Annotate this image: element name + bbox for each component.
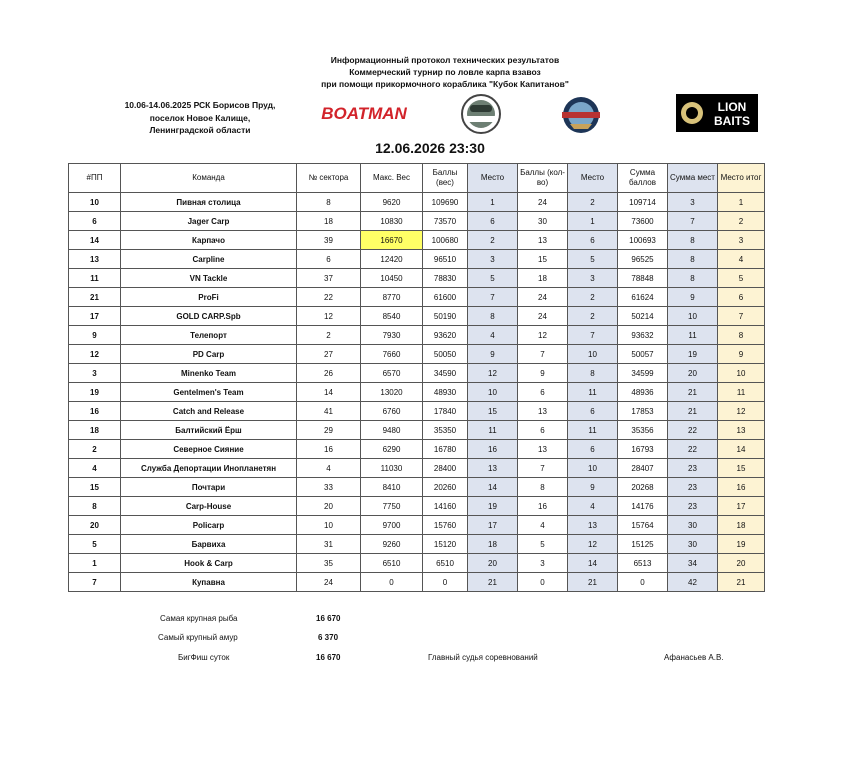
col-index-cell: 8 — [69, 497, 121, 516]
col-team-cell: Пивная столица — [121, 193, 297, 212]
col-place-count-cell: 21 — [568, 573, 618, 592]
col-places-sum-cell: 34 — [668, 554, 718, 573]
col-points-sum-cell: 34599 — [618, 364, 668, 383]
col-index-cell: 5 — [69, 535, 121, 554]
table-row — [69, 535, 765, 554]
chief-judge-name: Афанасьев А.В. — [664, 653, 724, 662]
col-final-place-cell: 7 — [718, 307, 765, 326]
col-place-count-cell: 6 — [568, 402, 618, 421]
col-points-count-cell: 16 — [518, 497, 568, 516]
col-index-cell: 16 — [69, 402, 121, 421]
col-max-weight-cell: 8770 — [361, 288, 423, 307]
table-row — [69, 459, 765, 478]
col-places-sum-cell: 10 — [668, 307, 718, 326]
col-points-weight-cell: 15120 — [423, 535, 468, 554]
col-team-cell: Jager Carp — [121, 212, 297, 231]
col-final-place-cell: 13 — [718, 421, 765, 440]
col-final-place-cell: 4 — [718, 250, 765, 269]
col-final-place-cell: 11 — [718, 383, 765, 402]
col-points-sum-cell: 48936 — [618, 383, 668, 402]
protocol-datetime: 12.06.2026 23:30 — [375, 140, 485, 156]
col-sector-cell: 39 — [297, 231, 361, 250]
col-final-place-cell: 8 — [718, 326, 765, 345]
col-points-count-cell: 6 — [518, 383, 568, 402]
col-place-count-cell: 12 — [568, 535, 618, 554]
col-place-weight-cell: 17 — [468, 516, 518, 535]
col-places-sum-cell: 21 — [668, 383, 718, 402]
col-points-sum-cell: 78848 — [618, 269, 668, 288]
col-points-weight-header: Баллы (вес) — [423, 164, 468, 193]
col-team-cell: Minenko Team — [121, 364, 297, 383]
col-places-sum-cell: 22 — [668, 440, 718, 459]
col-team-cell: Policarp — [121, 516, 297, 535]
col-places-sum-cell: 7 — [668, 212, 718, 231]
col-place-count-cell: 6 — [568, 440, 618, 459]
col-points-sum-cell: 35356 — [618, 421, 668, 440]
col-max-weight-cell: 7660 — [361, 345, 423, 364]
col-points-count-cell: 18 — [518, 269, 568, 288]
col-index-cell: 4 — [69, 459, 121, 478]
col-max-weight-cell: 16670 — [361, 231, 423, 250]
col-place-count-cell: 11 — [568, 383, 618, 402]
col-points-sum-cell: 14176 — [618, 497, 668, 516]
col-points-weight-cell: 93620 — [423, 326, 468, 345]
col-points-weight-cell: 20260 — [423, 478, 468, 497]
col-team-cell: Купавна — [121, 573, 297, 592]
col-place-weight-cell: 18 — [468, 535, 518, 554]
lion-logo-text: LION — [717, 100, 747, 114]
col-final-place-cell: 14 — [718, 440, 765, 459]
col-final-place-cell: 17 — [718, 497, 765, 516]
biggest-fish-label: Самая крупная рыба — [160, 614, 238, 623]
col-places-sum-cell: 30 — [668, 516, 718, 535]
col-places-sum-cell: 22 — [668, 421, 718, 440]
col-sector-cell: 4 — [297, 459, 361, 478]
col-place-count-cell: 7 — [568, 326, 618, 345]
col-points-sum-cell: 15764 — [618, 516, 668, 535]
col-index-cell: 13 — [69, 250, 121, 269]
col-place-count-header: Место — [568, 164, 618, 193]
col-points-count-cell: 0 — [518, 573, 568, 592]
col-places-sum-cell: 23 — [668, 497, 718, 516]
col-max-weight-cell: 9620 — [361, 193, 423, 212]
col-places-sum-cell: 42 — [668, 573, 718, 592]
col-index-cell: 7 — [69, 573, 121, 592]
col-points-count-cell: 6 — [518, 421, 568, 440]
col-points-weight-cell: 73570 — [423, 212, 468, 231]
col-team-header: Команда — [121, 164, 297, 193]
table-row — [69, 326, 765, 345]
col-points-count-cell: 3 — [518, 554, 568, 573]
col-points-sum-cell: 109714 — [618, 193, 668, 212]
biggest-amur-value: 6 370 — [318, 633, 339, 642]
col-max-weight-cell: 7930 — [361, 326, 423, 345]
col-final-place-cell: 19 — [718, 535, 765, 554]
col-points-weight-cell: 16780 — [423, 440, 468, 459]
col-points-sum-cell: 100693 — [618, 231, 668, 250]
col-place-weight-cell: 6 — [468, 212, 518, 231]
col-final-place-header: Место итог — [718, 164, 765, 193]
col-sector-header: № сектора — [297, 164, 361, 193]
col-points-weight-cell: 96510 — [423, 250, 468, 269]
col-max-weight-cell: 8540 — [361, 307, 423, 326]
boatman-logo-text: BOATMAN — [321, 104, 407, 123]
col-index-cell: 20 — [69, 516, 121, 535]
col-index-cell: 14 — [69, 231, 121, 250]
col-points-sum-header: Сумма баллов — [618, 164, 668, 193]
col-place-count-cell: 13 — [568, 516, 618, 535]
col-points-weight-cell: 50190 — [423, 307, 468, 326]
col-points-count-cell: 12 — [518, 326, 568, 345]
col-place-count-cell: 10 — [568, 345, 618, 364]
table-row — [69, 288, 765, 307]
col-index-cell: 2 — [69, 440, 121, 459]
col-points-count-header: Баллы (кол-во) — [518, 164, 568, 193]
col-sector-cell: 22 — [297, 288, 361, 307]
col-max-weight-cell: 12420 — [361, 250, 423, 269]
col-max-weight-cell: 9260 — [361, 535, 423, 554]
col-points-count-cell: 7 — [518, 345, 568, 364]
col-final-place-cell: 2 — [718, 212, 765, 231]
col-index-header: #ПП — [69, 164, 121, 193]
col-points-sum-cell: 50057 — [618, 345, 668, 364]
col-points-count-cell: 8 — [518, 478, 568, 497]
col-final-place-cell: 6 — [718, 288, 765, 307]
col-final-place-cell: 15 — [718, 459, 765, 478]
col-place-count-cell: 1 — [568, 212, 618, 231]
col-sector-cell: 10 — [297, 516, 361, 535]
col-points-sum-cell: 6513 — [618, 554, 668, 573]
lion-baits-logo — [676, 94, 758, 132]
col-final-place-cell: 21 — [718, 573, 765, 592]
col-team-cell: Почтари — [121, 478, 297, 497]
col-sector-cell: 16 — [297, 440, 361, 459]
col-sector-cell: 12 — [297, 307, 361, 326]
location-line-2: поселок Новое Калище, — [149, 112, 251, 123]
col-index-cell: 9 — [69, 326, 121, 345]
col-index-cell: 1 — [69, 554, 121, 573]
col-final-place-cell: 1 — [718, 193, 765, 212]
col-team-cell: Catch and Release — [121, 402, 297, 421]
col-points-weight-cell: 35350 — [423, 421, 468, 440]
col-team-cell: Carpline — [121, 250, 297, 269]
col-sector-cell: 14 — [297, 383, 361, 402]
col-team-cell: Балтийский Ёрш — [121, 421, 297, 440]
table-body — [69, 193, 765, 592]
header-line-2: Коммерческий турнир по ловле карпа взавоз — [349, 67, 541, 77]
table-row — [69, 345, 765, 364]
col-points-sum-cell: 16793 — [618, 440, 668, 459]
col-place-count-cell: 14 — [568, 554, 618, 573]
col-places-sum-cell: 8 — [668, 231, 718, 250]
col-index-cell: 10 — [69, 193, 121, 212]
col-index-cell: 18 — [69, 421, 121, 440]
col-points-sum-cell: 15125 — [618, 535, 668, 554]
col-points-sum-cell: 96525 — [618, 250, 668, 269]
col-max-weight-cell: 6510 — [361, 554, 423, 573]
col-points-sum-cell: 61624 — [618, 288, 668, 307]
col-final-place-cell: 3 — [718, 231, 765, 250]
col-place-weight-cell: 19 — [468, 497, 518, 516]
table-row — [69, 212, 765, 231]
col-max-weight-cell: 9700 — [361, 516, 423, 535]
col-sector-cell: 18 — [297, 212, 361, 231]
col-max-weight-cell: 7750 — [361, 497, 423, 516]
col-place-weight-cell: 15 — [468, 402, 518, 421]
col-max-weight-cell: 11030 — [361, 459, 423, 478]
col-place-count-cell: 2 — [568, 307, 618, 326]
bigfish-day-value: 16 670 — [316, 653, 341, 662]
col-final-place-cell: 9 — [718, 345, 765, 364]
col-place-count-cell: 9 — [568, 478, 618, 497]
col-place-weight-cell: 14 — [468, 478, 518, 497]
bigfish-day-label: БигФиш суток — [178, 653, 230, 662]
col-team-cell: ProFi — [121, 288, 297, 307]
col-team-cell: Барвиха — [121, 535, 297, 554]
col-place-weight-cell: 16 — [468, 440, 518, 459]
protocol-header — [260, 54, 630, 90]
biggest-fish-value: 16 670 — [316, 614, 341, 623]
col-sector-cell: 37 — [297, 269, 361, 288]
col-place-weight-cell: 5 — [468, 269, 518, 288]
col-points-count-cell: 5 — [518, 535, 568, 554]
col-place-weight-cell: 9 — [468, 345, 518, 364]
col-points-weight-cell: 100680 — [423, 231, 468, 250]
table-row — [69, 554, 765, 573]
col-points-weight-cell: 17840 — [423, 402, 468, 421]
col-place-weight-cell: 4 — [468, 326, 518, 345]
col-max-weight-cell: 10450 — [361, 269, 423, 288]
table-row — [69, 193, 765, 212]
col-points-count-cell: 24 — [518, 288, 568, 307]
col-max-weight-cell: 13020 — [361, 383, 423, 402]
col-points-count-cell: 24 — [518, 307, 568, 326]
col-sector-cell: 2 — [297, 326, 361, 345]
col-places-sum-cell: 8 — [668, 250, 718, 269]
col-index-cell: 17 — [69, 307, 121, 326]
col-places-sum-cell: 11 — [668, 326, 718, 345]
col-places-sum-cell: 23 — [668, 459, 718, 478]
col-max-weight-cell: 10830 — [361, 212, 423, 231]
table-row — [69, 402, 765, 421]
col-points-count-cell: 24 — [518, 193, 568, 212]
col-index-cell: 3 — [69, 364, 121, 383]
col-sector-cell: 20 — [297, 497, 361, 516]
col-team-cell: PD Carp — [121, 345, 297, 364]
col-points-weight-cell: 61600 — [423, 288, 468, 307]
location-line-1: 10.06-14.06.2025 РСК Борисов Пруд, — [124, 100, 276, 110]
col-points-weight-cell: 28400 — [423, 459, 468, 478]
col-max-weight-cell: 9480 — [361, 421, 423, 440]
col-final-place-cell: 16 — [718, 478, 765, 497]
col-places-sum-cell: 9 — [668, 288, 718, 307]
col-points-sum-cell: 17853 — [618, 402, 668, 421]
table-header-row — [69, 164, 765, 193]
col-points-sum-cell: 73600 — [618, 212, 668, 231]
col-final-place-cell: 20 — [718, 554, 765, 573]
col-team-cell: Carp-House — [121, 497, 297, 516]
col-points-weight-cell: 34590 — [423, 364, 468, 383]
col-place-weight-cell: 20 — [468, 554, 518, 573]
col-points-count-cell: 13 — [518, 440, 568, 459]
col-sector-cell: 24 — [297, 573, 361, 592]
col-points-weight-cell: 109690 — [423, 193, 468, 212]
col-place-count-cell: 11 — [568, 421, 618, 440]
location-block — [95, 99, 305, 137]
col-place-count-cell: 10 — [568, 459, 618, 478]
col-team-cell: Служба Депортации Инопланетян — [121, 459, 297, 478]
col-points-count-cell: 7 — [518, 459, 568, 478]
col-final-place-cell: 5 — [718, 269, 765, 288]
col-index-cell: 12 — [69, 345, 121, 364]
col-sector-cell: 27 — [297, 345, 361, 364]
table-row — [69, 364, 765, 383]
table-row — [69, 250, 765, 269]
col-points-sum-cell: 28407 — [618, 459, 668, 478]
table-row — [69, 516, 765, 535]
col-points-weight-cell: 78830 — [423, 269, 468, 288]
col-points-sum-cell: 50214 — [618, 307, 668, 326]
col-points-weight-cell: 15760 — [423, 516, 468, 535]
col-places-sum-header: Сумма мест — [668, 164, 718, 193]
col-team-cell: Телепорт — [121, 326, 297, 345]
col-team-cell: Hook & Carp — [121, 554, 297, 573]
col-sector-cell: 29 — [297, 421, 361, 440]
col-points-count-cell: 13 — [518, 402, 568, 421]
col-max-weight-cell: 8410 — [361, 478, 423, 497]
col-place-weight-cell: 8 — [468, 307, 518, 326]
col-place-weight-cell: 2 — [468, 231, 518, 250]
col-place-weight-cell: 21 — [468, 573, 518, 592]
col-index-cell: 6 — [69, 212, 121, 231]
col-places-sum-cell: 30 — [668, 535, 718, 554]
col-places-sum-cell: 19 — [668, 345, 718, 364]
col-index-cell: 15 — [69, 478, 121, 497]
captains-cup-logo — [556, 94, 606, 136]
col-place-count-cell: 4 — [568, 497, 618, 516]
col-max-weight-header: Макс. Вес — [361, 164, 423, 193]
col-place-weight-cell: 7 — [468, 288, 518, 307]
chief-judge-label: Главный судья соревнований — [428, 653, 538, 662]
header-line-3: при помощи прикормочного кораблика "Кубок Капитанов" — [321, 79, 569, 89]
col-team-cell: GOLD CARP.Spb — [121, 307, 297, 326]
col-points-count-cell: 30 — [518, 212, 568, 231]
col-points-count-cell: 15 — [518, 250, 568, 269]
table-row — [69, 383, 765, 402]
col-place-count-cell: 6 — [568, 231, 618, 250]
kovacs-logo — [456, 93, 506, 135]
boatman-logo — [318, 101, 410, 125]
table-row — [69, 269, 765, 288]
col-team-cell: Северное Сияние — [121, 440, 297, 459]
col-places-sum-cell: 21 — [668, 402, 718, 421]
table-row — [69, 497, 765, 516]
col-place-weight-cell: 12 — [468, 364, 518, 383]
col-final-place-cell: 12 — [718, 402, 765, 421]
location-line-3: Ленинградской области — [149, 125, 251, 135]
col-final-place-cell: 18 — [718, 516, 765, 535]
table-row — [69, 573, 765, 592]
col-place-count-cell: 2 — [568, 288, 618, 307]
baits-logo-text: BAITS — [714, 114, 750, 128]
col-points-weight-cell: 48930 — [423, 383, 468, 402]
col-points-count-cell: 13 — [518, 231, 568, 250]
col-points-weight-cell: 50050 — [423, 345, 468, 364]
col-sector-cell: 33 — [297, 478, 361, 497]
col-points-weight-cell: 14160 — [423, 497, 468, 516]
col-place-weight-cell: 3 — [468, 250, 518, 269]
col-place-weight-cell: 1 — [468, 193, 518, 212]
col-sector-cell: 26 — [297, 364, 361, 383]
col-place-count-cell: 3 — [568, 269, 618, 288]
table-row — [69, 440, 765, 459]
col-sector-cell: 6 — [297, 250, 361, 269]
col-sector-cell: 8 — [297, 193, 361, 212]
col-index-cell: 21 — [69, 288, 121, 307]
col-points-weight-cell: 6510 — [423, 554, 468, 573]
col-team-cell: Карпачо — [121, 231, 297, 250]
table-row — [69, 478, 765, 497]
col-places-sum-cell: 8 — [668, 269, 718, 288]
col-points-weight-cell: 0 — [423, 573, 468, 592]
col-points-sum-cell: 20268 — [618, 478, 668, 497]
col-sector-cell: 41 — [297, 402, 361, 421]
col-sector-cell: 31 — [297, 535, 361, 554]
col-team-cell: VN Tackle — [121, 269, 297, 288]
table-row — [69, 421, 765, 440]
col-points-sum-cell: 0 — [618, 573, 668, 592]
col-place-weight-cell: 13 — [468, 459, 518, 478]
col-index-cell: 19 — [69, 383, 121, 402]
table-row — [69, 307, 765, 326]
col-place-weight-cell: 10 — [468, 383, 518, 402]
col-sector-cell: 35 — [297, 554, 361, 573]
col-places-sum-cell: 23 — [668, 478, 718, 497]
col-place-weight-header: Место — [468, 164, 518, 193]
col-place-count-cell: 2 — [568, 193, 618, 212]
results-table — [68, 163, 765, 592]
col-points-sum-cell: 93632 — [618, 326, 668, 345]
col-max-weight-cell: 6760 — [361, 402, 423, 421]
col-place-weight-cell: 11 — [468, 421, 518, 440]
col-places-sum-cell: 20 — [668, 364, 718, 383]
col-place-count-cell: 8 — [568, 364, 618, 383]
col-place-count-cell: 5 — [568, 250, 618, 269]
col-index-cell: 11 — [69, 269, 121, 288]
col-final-place-cell: 10 — [718, 364, 765, 383]
table-row — [69, 231, 765, 250]
header-line-1: Информационный протокол технических результатов — [330, 55, 560, 65]
biggest-amur-label: Самый крупный амур — [158, 633, 238, 642]
col-team-cell: Gentelmen's Team — [121, 383, 297, 402]
col-max-weight-cell: 6290 — [361, 440, 423, 459]
col-points-count-cell: 9 — [518, 364, 568, 383]
col-points-count-cell: 4 — [518, 516, 568, 535]
col-max-weight-cell: 0 — [361, 573, 423, 592]
col-places-sum-cell: 3 — [668, 193, 718, 212]
col-max-weight-cell: 6570 — [361, 364, 423, 383]
